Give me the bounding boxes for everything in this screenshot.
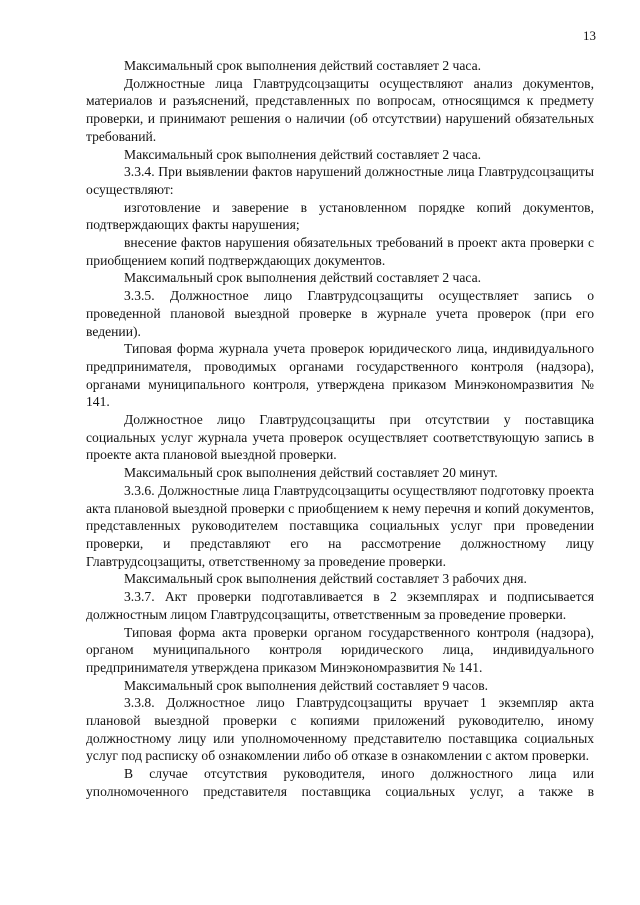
paragraph: 3.3.8. Должностное лицо Главтрудсоцзащиты вручает 1 экземпляр акта плановой выездной проверки с копиями приложений руководителю, иному должностному лицу или уполномоченному представителю поставщика социальных услуг под расписку об ознакомлении либо об отказе в ознакомлении с актом проверки. <box>86 695 594 764</box>
paragraph: Максимальный срок выполнения действий составляет 3 рабочих дня. <box>124 571 527 587</box>
paragraph: Максимальный срок выполнения действий составляет 2 часа. <box>124 146 482 162</box>
paragraph: Должностное лицо Главтрудсоцзащиты при отсутствии у поставщика социальных услуг журнала учета проверок осуществляет соответствующую запись в проекте акта плановой выездной проверки. <box>86 412 594 463</box>
paragraph: В случае отсутствия руководителя, иного должностного лица или уполномоченного представителя поставщика социальных услуг, а также в <box>86 766 594 799</box>
paragraph: Типовая форма журнала учета проверок юридического лица, индивидуального предпринимателя, проводимых органами государственного контроля (надзора), органами муниципального контроля, утверждена приказом Минэкономразвития № 141. <box>86 341 594 410</box>
page-number: 13 <box>583 28 596 43</box>
list-item: внесение фактов нарушения обязательных требований в проект акта проверки с приобщением копий подтверждающих документов. <box>86 235 594 268</box>
paragraph: 3.3.7. Акт проверки подготавливается в 2 экземплярах и подписывается должностным лицом Главтрудсоцзащиты, ответственным за проведение проверки. <box>86 589 594 622</box>
paragraph: 3.3.4. При выявлении фактов нарушений должностные лица Главтрудсоцзащиты осуществляют: <box>86 164 594 197</box>
paragraph: Максимальный срок выполнения действий составляет 2 часа. <box>124 58 482 73</box>
paragraph: Максимальный срок выполнения действий составляет 9 часов. <box>124 677 489 693</box>
paragraph: Должностные лица Главтрудсоцзащиты осуществляют анализ документов, материалов и разъяснений, представленных по вопросам, относящимся к предмету проверки, и принимают решения о наличии (об отсутствии) нарушений обязательных требований. <box>86 75 594 144</box>
document-body <box>86 57 594 801</box>
paragraph: Типовая форма акта проверки органом государственного контроля (надзора), органом муниципального контроля юридического лица, индивидуального предпринимателя утверждена приказом Минэкономразвития № 141. <box>86 624 594 675</box>
paragraph: 3.3.5. Должностное лицо Главтрудсоцзащиты осуществляет запись о проведенной плановой выездной проверке в журнале учета проверок (при его ведении). <box>86 288 594 339</box>
paragraph: Максимальный срок выполнения действий составляет 2 часа. <box>124 270 482 286</box>
list-item: изготовление и заверение в установленном порядке копий документов, подтверждающих факты нарушения; <box>86 199 594 233</box>
paragraph: Максимальный срок выполнения действий составляет 20 минут. <box>124 465 498 481</box>
paragraph: 3.3.6. Должностные лица Главтрудсоцзащиты осуществляют подготовку проекта акта плановой выездной проверки с приобщением к нему перечня и копий документов, представленных руководителем поставщика социальных услуг при проведении проверки, и представляют его на рассмотрение должностному лицу Главтрудсоцзащиты, ответственному за проведение проверки. <box>86 482 594 569</box>
